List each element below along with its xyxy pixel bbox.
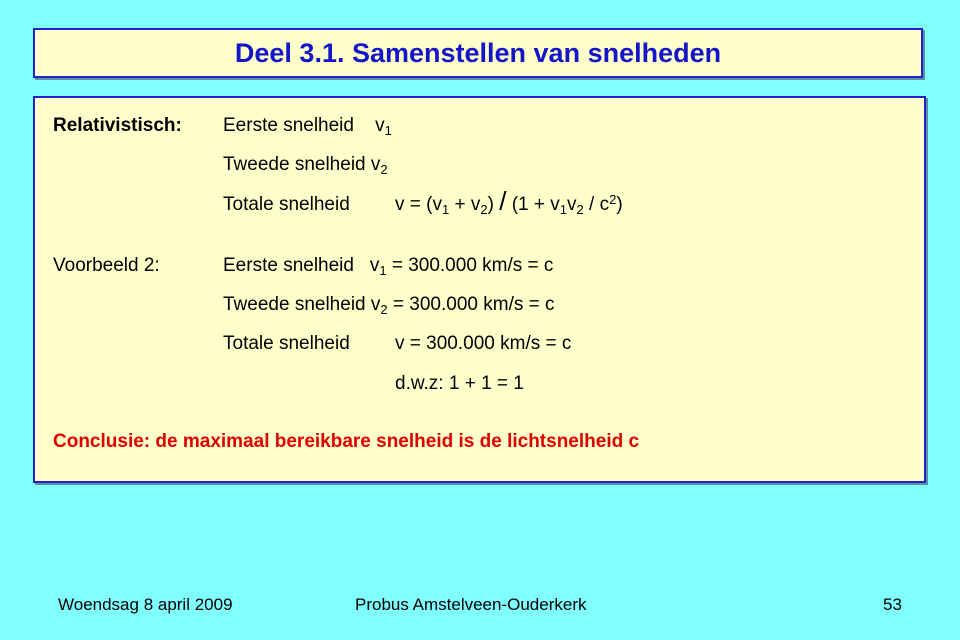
example-row2 — [223, 294, 555, 316]
row2-sub: 2 — [380, 162, 388, 177]
example-row1-name: Eerste snelheid — [223, 255, 354, 276]
row2-name: Tweede snelheid v — [223, 154, 381, 175]
slide-title: Deel 3.1. Samenstellen van snelheden — [234, 37, 722, 68]
conclusion-text: Conclusie: de maximaal bereikbare snelheid is de lichtsnelheid c — [53, 431, 640, 452]
relativistic-formula — [395, 186, 623, 217]
example-row2-value: = 300.000 km/s = c — [387, 294, 555, 315]
example-row1 — [223, 255, 553, 277]
title-box — [33, 28, 923, 78]
relativistic-row2 — [223, 154, 388, 176]
formula-part: v — [567, 194, 577, 215]
formula-part: (1 + v — [511, 194, 560, 215]
example-label: Voorbeeld 2: — [53, 255, 160, 276]
footer-page-number: 53 — [883, 595, 902, 614]
row1-name: Eerste snelheid — [223, 115, 354, 136]
formula-sub: 2 — [576, 202, 584, 217]
relativistic-row3-name: Totale snelheid — [223, 194, 350, 215]
example-row1-v: v — [369, 255, 380, 276]
relativistic-row1 — [223, 115, 392, 137]
formula-part: + v — [449, 194, 481, 215]
row1-sub: 1 — [384, 123, 392, 138]
example-row1-value: = 300.000 km/s = c — [386, 255, 554, 276]
formula-part: v = (v — [395, 194, 442, 215]
formula-part: / c — [583, 194, 610, 215]
formula-sub: 1 — [441, 202, 450, 217]
formula-part: ) — [487, 194, 494, 215]
formula-sub: 2 — [480, 202, 488, 217]
formula-slash: / — [499, 186, 507, 216]
example-row3-name: Totale snelheid — [223, 333, 350, 354]
example-row1-sub: 1 — [379, 263, 387, 278]
content-box — [33, 96, 926, 483]
example-dwz: d.w.z: 1 + 1 = 1 — [395, 373, 524, 394]
formula-part: ) — [616, 194, 623, 215]
example-row2-name: Tweede snelheid v — [223, 294, 381, 315]
formula-sub: 1 — [559, 202, 568, 217]
footer-organization: Probus Amstelveen-Ouderkerk — [355, 595, 587, 614]
formula-sup: 2 — [609, 192, 617, 207]
row1-symbol: v — [375, 115, 385, 136]
example-row2-sub: 2 — [380, 302, 388, 317]
example-row3-value: v = 300.000 km/s = c — [395, 333, 572, 354]
relativistic-label: Relativistisch: — [53, 115, 182, 136]
footer-date: Woendsag 8 april 2009 — [58, 595, 233, 614]
